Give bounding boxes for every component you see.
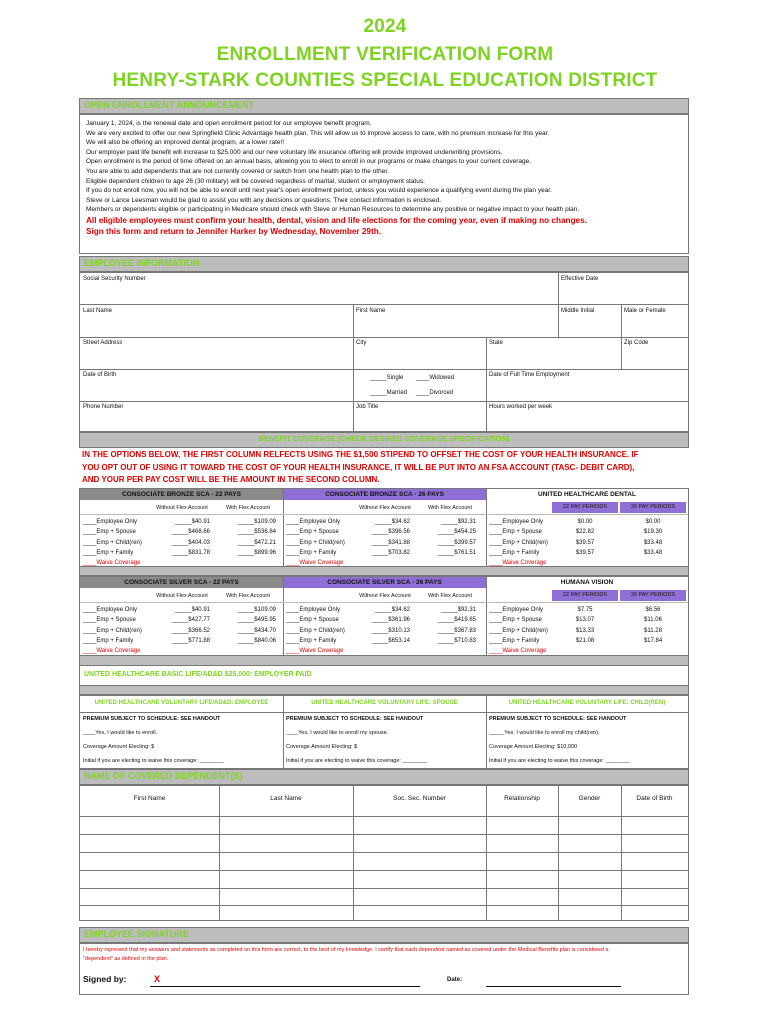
price-cell[interactable]: _____$710.83 [437,637,476,644]
price-column [552,517,618,558]
benefit-title: BENEFIT COVERAGE (CHECK DESIRED COVERAGE SPECIFICATION) [258,434,510,443]
hours-field[interactable]: Hours worked per week [489,404,553,410]
first-name-field[interactable]: First Name [356,308,386,314]
street-field[interactable]: Street Address [83,340,123,346]
waive-option[interactable]: ____Waive Coverage [83,648,141,655]
tier-option[interactable]: ____Employee Only [286,519,341,525]
announcement-line: You are able to add dependents that are not currently covered or switch from one health plan to the other. [86,167,389,175]
price-cell[interactable]: _____$427.77 [171,617,210,624]
announcement-line: We will also be offering an improved dental program, at a lower rate!! [86,139,285,147]
divider-bar [79,686,689,695]
employee-amount-field[interactable]: Coverage Amount Electing: $ [83,744,155,750]
tier-option[interactable]: ____Employee Only [286,607,341,613]
signature-statement: "dependent" as defined in the plan. [83,956,169,962]
divorced-option[interactable]: ____Divorced [416,390,454,396]
price-cell[interactable]: _____$399.57 [437,539,476,546]
price-cell[interactable]: _____$366.52 [171,627,210,634]
price-cell[interactable]: _____$495.95 [237,617,276,624]
announcement-bar [79,98,689,114]
tier-list [83,605,142,656]
announcement-line: Steve or Lance Leesman would be glad to assist you with any decisions or questions. Their contact information is enclosed. [86,196,442,204]
price-cell[interactable]: _____$434.70 [237,627,276,634]
price-cell: $7.75 [577,607,593,613]
price-cell[interactable]: _____$771.88 [171,637,210,644]
price-cell: $39.57 [575,539,595,546]
basic-life-title: UNITED HEALTHCARE BASIC LIFE/AD&D $25,000: EMPLOYER PAID [84,671,312,678]
divider-bar [79,567,689,576]
with-flex-header: With Flex Account [427,593,473,599]
price-cell: $11.06 [644,617,662,624]
tier-option[interactable]: ____Emp + Family [489,549,540,556]
enroll-spouse-option[interactable]: ____Yes, I would like to enroll my spouse. [286,730,389,736]
tier-option[interactable]: ____Emp + Child(ren) [286,539,345,546]
without-flex-header: Without Flex Account [156,505,208,511]
dependents-title: NAME OF COVERED DEPENDENT(S) [84,771,243,781]
tier-option[interactable]: ____Emp + Family [83,549,134,556]
signature-statement: I hereby represent that my answers and statements as completed on this form are correct, to the best of my knowledge. I certify that each dependent named as covered under the Medical Benefits plan is considered a [83,947,609,953]
col-last-name: Last Name [270,795,302,802]
waive-option[interactable]: ____Waive Coverage [286,560,344,567]
price-cell[interactable]: _____$34.62 [374,607,410,613]
price-cell[interactable]: _____$899.96 [237,549,276,556]
price-cell[interactable]: _____$761.51 [437,549,476,556]
benefit-notice-line: IN THE OPTIONS BELOW, THE FIRST COLUMN RELFECTS USING THE $1,500 STIPEND TO OFFSET THE COST OF YOUR HEALTH INSURANCE. IF [82,450,639,459]
vol-life-employee-title: UNITED HEALTHCARE VOLUNTARY LIFE/AD&D: EMPLOYEE [94,700,269,706]
full-time-date-field[interactable]: Date of Full Time Employment [489,372,570,378]
benefit-notice-line: AND YOUR PER PAY COST WILL BE THE AMOUNT IN THE SECOND COLUMN. [82,475,380,484]
price-cell[interactable]: _____$310.13 [371,627,410,634]
price-cell[interactable]: _____$419.65 [437,617,476,624]
benefit-notice [82,449,638,487]
announcement-line: January 1, 2024, is the renewal date and open enrollment period for our employee benefit program. [86,120,372,127]
price-column [430,517,476,558]
price-cell[interactable]: _____$367.83 [437,627,476,634]
price-cell[interactable]: _____$361.96 [371,617,410,624]
without-flex-header: Without Flex Account [156,593,208,599]
date-label: Date: [447,977,463,983]
price-column [365,517,410,558]
tier-option[interactable]: ____Employee Only [83,607,138,613]
signature-line[interactable] [150,986,420,987]
price-cell[interactable]: _____$40.91 [174,607,210,613]
divider-bar [79,656,689,666]
effective-date-field[interactable]: Effective Date [561,276,599,282]
waive-option[interactable]: ____Waive Coverage [286,648,344,655]
plan-block-silver [79,576,689,656]
enrollment-notice: All eligible employees must confirm your health, dental, vision and life elections for the coming year, even if making no changes. [86,215,587,225]
dental-title: UNITED HEALTHCARE DENTAL [486,489,688,500]
price-cell: $13.07 [575,617,595,624]
col-dob: Date of Birth [636,795,673,802]
tier-option[interactable]: ____Emp + Spouse [286,617,339,624]
without-flex-header: Without Flex Account [359,505,411,511]
col-first-name: First Name [133,795,166,802]
announcement-line: If you do not enroll now, you will not be able to enroll until next year's open enrollment period, unless you would experience a qualifying event during the plan year. [86,187,552,195]
premium-note: PREMIUM SUBJECT TO SCHEDULE: SEE HANDOUT [83,716,221,722]
tier-option[interactable]: ____Emp + Child(ren) [286,627,345,634]
price-cell: $13.33 [575,627,595,634]
tier-option[interactable]: ____Emp + Child(ren) [83,539,142,546]
price-cell: $11.28 [644,627,662,634]
phone-field[interactable]: Phone Number [83,404,124,410]
announcement-line: Members or dependents eligible or participating in Medicare should check with Steve or Human Resources to determine any positive or negative impact to your health plan. [86,206,580,214]
price-column [620,605,686,646]
tier-list [286,605,345,656]
price-cell: $0.00 [645,519,661,525]
employee-info-title: EMPLOYEE INFORMATION [84,258,200,268]
tier-list [83,517,142,568]
bronze26-title: CONSOCIATE BRONZE SCA - 26 PAYS [283,489,486,500]
price-cell[interactable]: _____$92.31 [440,519,476,525]
price-cell[interactable]: _____$536.84 [237,529,276,536]
voluntary-life-box [79,695,689,769]
tier-option[interactable]: ____Emp + Child(ren) [489,627,548,634]
col-gender: Gender [578,795,601,802]
price-cell: $0.00 [577,519,593,525]
child-amount-field[interactable]: Coverage Amount Electing: $10,000 [489,744,578,750]
dependents-bar [79,769,689,785]
price-cell: $19.30 [643,529,663,536]
waive-option[interactable]: ____Waive Coverage [489,560,547,567]
spouse-amount-field[interactable]: Coverage Amount Electing: $ [286,744,358,750]
district-name: HENRY-STARK COUNTIES SPECIAL EDUCATION DISTRICT [112,70,658,91]
announcement-line: We are very excited to offer our new Springfield Clinic Advantage health plan. This will allow us to improve access to care, with no premium increase for this year. [86,129,550,137]
without-flex-header: Without Flex Account [359,593,411,599]
tier-option[interactable]: ____Emp + Child(ren) [83,627,142,634]
plan-block-bronze [79,488,689,567]
vol-life-spouse-title: UNITED HEALTHCARE VOLUNTARY LIFE: SPOUSE [311,700,458,706]
tier-option[interactable]: ____Emp + Spouse [83,617,136,624]
dental-22-header: 22 PAY PERIODS [552,502,618,513]
with-flex-header: With Flex Account [427,505,473,511]
gender-field[interactable]: Male or Female [624,308,666,314]
with-flex-header: With Flex Account [225,505,271,511]
tier-list [286,517,345,568]
price-column [430,605,476,646]
price-column [165,517,210,558]
basic-life-row [79,666,689,686]
vol-life-child-title: UNITED HEALTHCARE VOLUNTARY LIFE: CHILD(REN) [508,700,666,706]
waive-initial-field[interactable]: Initial if you are electing to waive this coverage: ________ [489,758,630,764]
price-column [165,605,210,646]
col-relationship: Relationship [504,795,540,802]
price-cell: $6.56 [645,607,661,613]
price-cell[interactable]: _____$653.14 [371,637,410,644]
tier-option[interactable]: ____Emp + Child(ren) [489,539,548,546]
price-cell: $22.82 [575,529,595,536]
ssn-field[interactable]: Social Security Number [83,276,146,282]
dental-26-header: 26 PAY PERIODS [620,502,686,513]
price-column [228,605,276,646]
silver22-title: CONSOCIATE SILVER SCA - 22 PAYS [80,577,283,588]
price-cell[interactable]: _____$703.82 [371,549,410,556]
waive-initial-field[interactable]: Initial if you are electing to waive this coverage: ________ [83,758,224,764]
tier-option[interactable]: ____Employee Only [83,519,138,525]
bronze22-title: CONSOCIATE BRONZE SCA - 22 PAYS [80,489,283,500]
price-cell[interactable]: _____$341.88 [371,539,410,546]
vision-22-header: 22 PAY PERIODS [552,590,618,601]
tier-list [489,605,548,656]
with-flex-header: With Flex Account [225,593,271,599]
tier-option[interactable]: ____Employee Only [489,607,544,613]
state-field[interactable]: State [489,340,504,346]
price-cell: $39.57 [575,549,595,556]
dependents-table [79,785,689,921]
return-notice: Sign this form and return to Jennifer Harker by Wednesday, November 29th. [86,226,381,236]
price-cell[interactable]: _____$92.31 [440,607,476,613]
price-cell: $17.84 [643,637,663,644]
city-field[interactable]: City [356,340,367,346]
dob-field[interactable]: Date of Birth [83,372,117,378]
signed-by-label: Signed by: [83,974,127,984]
signature-title: EMPLOYEE SIGNATURE [84,929,189,939]
tier-option[interactable]: ____Emp + Family [286,549,337,556]
premium-note: PREMIUM SUBJECT TO SCHEDULE: SEE HANDOUT [286,716,424,722]
job-title-field[interactable]: Job Title [356,404,379,410]
price-column [620,517,686,558]
zip-field[interactable]: Zip Code [624,340,649,346]
waive-option[interactable]: ____Waive Coverage [83,560,141,567]
price-column [552,605,618,646]
silver26-title: CONSOCIATE SILVER SCA - 26 PAYS [283,577,486,588]
price-cell[interactable]: _____$831.78 [171,549,210,556]
price-cell[interactable]: _____$454.25 [437,529,476,536]
tier-option[interactable]: ____Employee Only [489,519,544,525]
price-cell[interactable]: _____$468.66 [171,529,210,536]
signature-box [79,943,689,995]
announcement-line: Eligible dependent children to age 26 (30 military) will be covered regardless of marital, student or employment status. [86,177,425,185]
price-column [365,605,410,646]
price-cell: $21.08 [575,637,595,644]
form-title: ENROLLMENT VERIFICATION FORM [216,44,554,65]
signature-bar [79,927,689,943]
date-line[interactable] [486,986,621,987]
price-cell: $33.48 [643,539,663,546]
price-column [228,517,276,558]
price-cell[interactable]: _____$396.56 [371,529,410,536]
benefit-notice-line: YOU OPT OUT OF USING IT TOWARD THE COST OF YOUR HEALTH INSURANCE, IT WILL BE PUT INTO AN FSA ACCOUNT (TASC- DEBIT CARD), [82,462,635,472]
price-cell[interactable]: _____$472.21 [237,539,276,546]
middle-initial-field[interactable]: Middle Initial [561,308,595,314]
waive-initial-field[interactable]: Initial if you are electing to waive this coverage: ________ [286,758,427,764]
vision-26-header: 26 PAY PERIODS [620,590,686,601]
announcement-title: OPEN ENROLLMENT ANNOUNCEMENT [84,100,255,110]
tier-option[interactable]: ____Emp + Spouse [489,529,542,536]
last-name-field[interactable]: Last Name [83,308,113,314]
price-cell[interactable]: _____$109.09 [237,519,276,525]
enroll-child-option[interactable]: _____Yes, I would like to enroll my child(ren). [489,730,600,736]
form-year: 2024 [363,16,407,37]
tier-option[interactable]: ____Emp + Spouse [286,529,339,536]
announcement-box [79,114,689,254]
tier-option[interactable]: ____Emp + Spouse [83,529,136,536]
widowed-option[interactable]: ____Widowed [416,375,455,381]
employee-info-box [79,272,689,432]
price-cell[interactable]: _____$40.91 [174,519,210,525]
price-cell[interactable]: _____$109.09 [237,607,276,613]
signature-x-mark: X [154,974,161,984]
tier-option[interactable]: ____Emp + Family [286,637,337,644]
col-ssn: Soc. Sec. Number [393,795,446,802]
announcement-line: Our employer paid life benefit will increase to $25,000 and our new voluntary life insurance offering will provide improved underwriting provisions. [86,148,503,156]
announcement-line: Open enrollment is the period of time offered on an annual basis, allowing you to elect to enroll in our programs or make changes to your current coverage. [86,158,532,166]
tier-option[interactable]: ____Emp + Family [83,637,134,644]
vision-title: HUMANA VISION [486,577,688,588]
enroll-employee-option[interactable]: ____Yes, I would like to enroll. [83,730,158,736]
price-cell[interactable]: _____$840.06 [237,637,276,644]
tier-option[interactable]: ____Emp + Spouse [489,617,542,624]
tier-option[interactable]: ____Emp + Family [489,637,540,644]
price-cell[interactable]: _____$34.62 [374,519,410,525]
married-option[interactable]: _____Married [370,390,408,396]
price-cell[interactable]: _____$404.03 [171,539,210,546]
employee-info-bar [79,256,689,272]
waive-option[interactable]: ____Waive Coverage [489,648,547,655]
single-option[interactable]: _____Single [370,375,404,381]
tier-list [489,517,548,568]
price-cell: $33.48 [643,549,663,556]
premium-note: PREMIUM SUBJECT TO SCHEDULE: SEE HANDOUT [489,716,627,722]
benefit-bar [79,432,689,448]
